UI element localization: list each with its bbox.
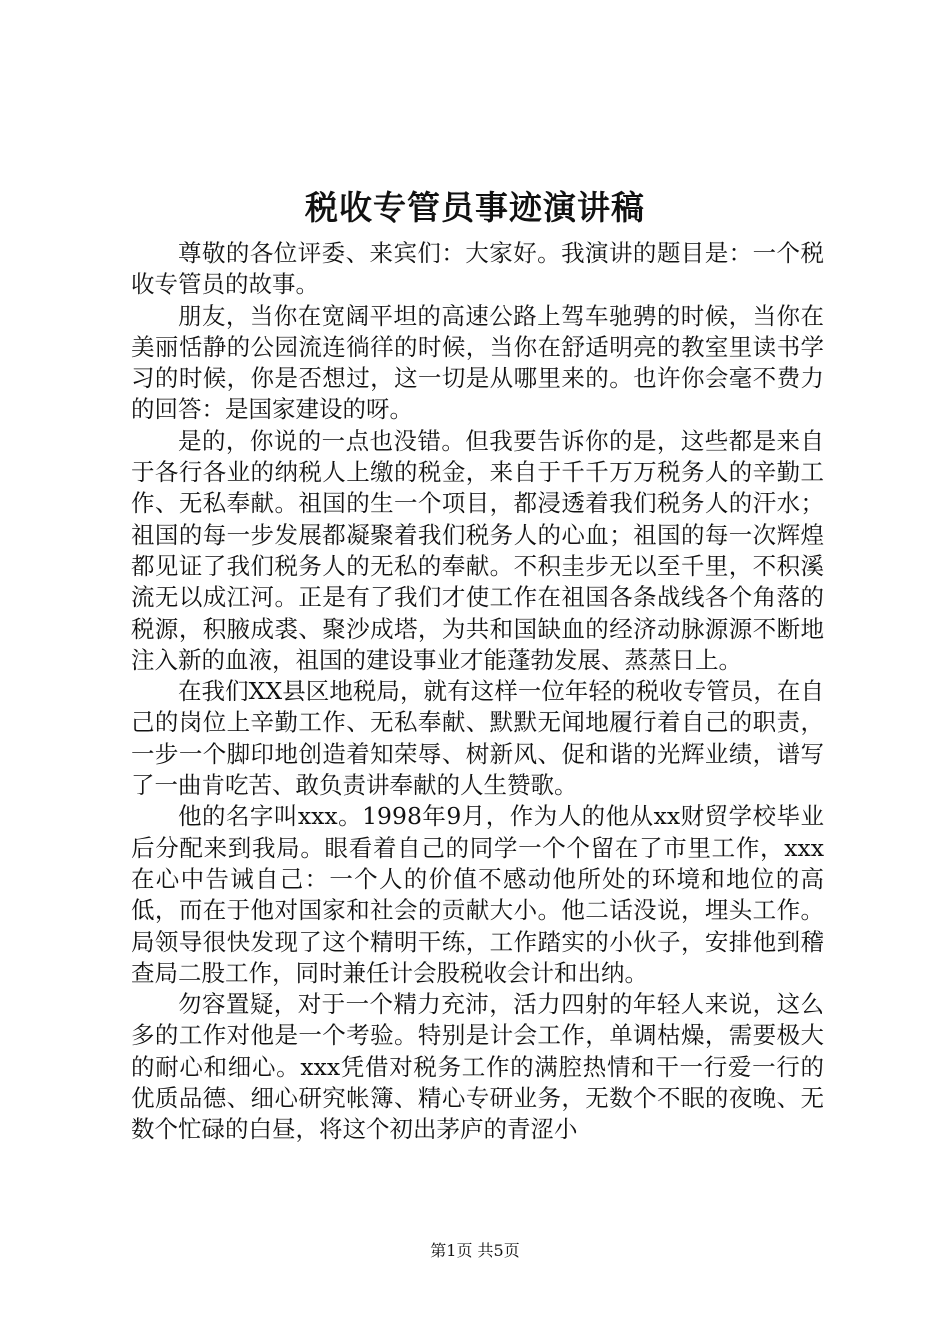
- paragraph-greeting: 尊敬的各位评委、来宾们：大家好。我演讲的题目是：一个税收专管员的故事。: [131, 239, 824, 299]
- paragraph-challenge: 勿容置疑，对于一个精力充沛，活力四射的年轻人来说，这么多的工作对他是一个考验。特别是计会工作，单调枯燥，需要极大的耐心和细心。xxx凭借对税务工作的满腔热情和干一行爱一行的优质品德、细心研究帐簿、精心专研业务，无数个不眠的夜晚、无数个忙碌的白昼，将这个初出茅庐的青涩小: [131, 990, 824, 1144]
- paragraph-bureau: 在我们XX县区地税局，就有这样一位年轻的税收专管员，在自己的岗位上辛勤工作、无私奉献、默默无闻地履行着自己的职责，一步一个脚印地创造着知荣辱、树新风、促和谐的光辉业绩，谱写了一曲肯吃苦、敢负责讲奉献的人生赞歌。: [131, 677, 824, 800]
- paragraph-friend: 朋友，当你在宽阔平坦的高速公路上驾车驰骋的时候，当你在美丽恬静的公园流连徜徉的时候，当你在舒适明亮的教室里读书学习的时候，你是否想过，这一切是从哪里来的。也许你会毫不费力的回答：是国家建设的呀。: [131, 301, 824, 424]
- paragraph-taxes: 是的，你说的一点也没错。但我要告诉你的是，这些都是来自于各行各业的纳税人上缴的税金，来自于千千万万税务人的辛勤工作、无私奉献。祖国的生一个项目，都浸透着我们税务人的汗水；祖国的每一步发展都凝聚着我们税务人的心血；祖国的每一次辉煌都见证了我们税务人的无私的奉献。不积圭步无以至千里，不积溪流无以成江河。正是有了我们才使工作在祖国各条战线各个角落的税源，积腋成裘、聚沙成塔，为共和国缺血的经济动脉源源不断地注入新的血液，祖国的建设事业才能蓬勃发展、蒸蒸日上。: [131, 426, 824, 674]
- document-body: [131, 238, 824, 1146]
- paragraph-name: 他的名字叫xxx。1998年9月，作为人的他从xx财贸学校毕业后分配来到我局。眼看着自己的同学一个个留在了市里工作，xxx在心中告诫自己：一个人的价值不感动他所处的环境和地位的高低，而在于他对国家和社会的贡献大小。他二话没说，埋头工作。局领导很快发现了这个精明干练，工作踏实的小伙子，安排他到稽查局二股工作，同时兼任计会股税收会计和出纳。: [131, 802, 824, 987]
- page-footer: 第1页 共5页: [430, 1241, 520, 1260]
- document-title: 税收专管员事迹演讲稿: [305, 188, 645, 227]
